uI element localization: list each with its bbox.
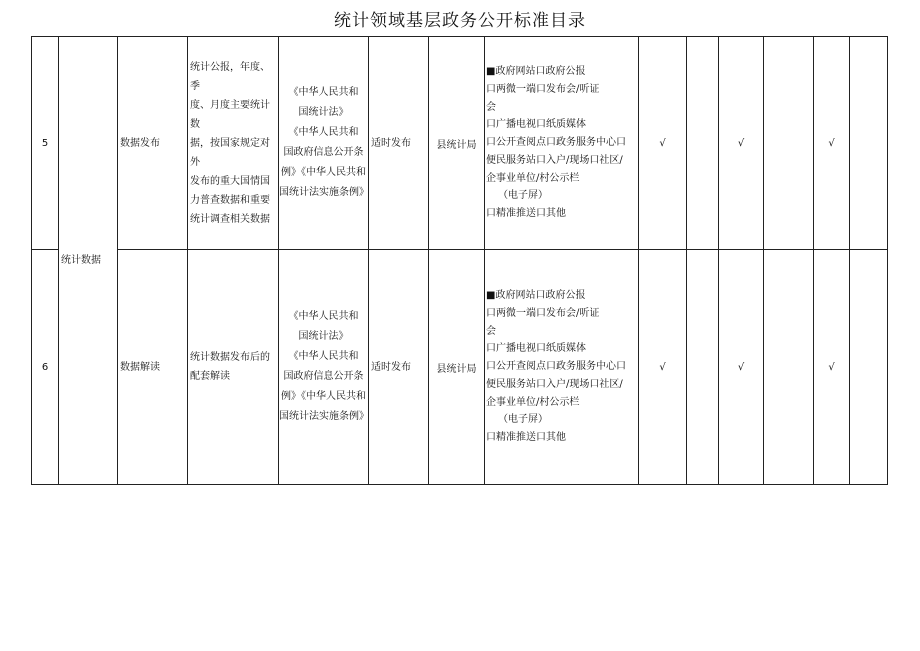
check-mark: √ (719, 250, 764, 485)
basis-cell: 《中华人民共和 国统计法》 《中华人民共和 国政府信息公开条 例》《中华人民共和 国统计法实施条例》 (279, 37, 369, 250)
empty-cell (687, 37, 719, 250)
time-cell: 适时发布 (369, 250, 429, 485)
table-row (32, 250, 888, 485)
table-row (32, 37, 888, 250)
item-cell: 数据解读 (118, 250, 188, 485)
time-cell: 适时发布 (369, 37, 429, 250)
check-mark: √ (639, 37, 687, 250)
check-mark: √ (719, 37, 764, 250)
page-title: 统计领域基层政务公开标准目录 (334, 11, 586, 31)
check-mark: √ (639, 250, 687, 485)
subject-cell: 县统计局 (429, 37, 485, 250)
row-number: 6 (32, 250, 59, 485)
content-cell: 统计公报，年度、季 度、月度主要统计数 据，按国家规定对外 发布的重大国情国 力普查数据和重要 统计调查相关数据 (188, 37, 279, 250)
empty-cell (850, 37, 888, 250)
item-cell: 数据发布 (118, 37, 188, 250)
basis-cell: 《中华人民共和 国统计法》 《中华人民共和 国政府信息公开条 例》《中华人民共和 国统计法实施条例》 (279, 250, 369, 485)
empty-cell (764, 37, 814, 250)
subject-cell: 县统计局 (429, 250, 485, 485)
category-cell: 统计数据 (59, 37, 118, 485)
empty-cell (764, 250, 814, 485)
empty-cell (850, 250, 888, 485)
empty-cell (687, 250, 719, 485)
channels-cell: ■政府网站口政府公报 口两微一端口发布会/听证 会 口广播电视口纸质媒体 口公开查阅点口政务服务中心口 便民服务站口入户/现场口社区/ 企事业单位/村公示栏 （电子屏） 口精准推送口其他 (485, 250, 639, 485)
catalog-table (31, 36, 888, 485)
check-mark: √ (814, 37, 850, 250)
channels-cell: ■政府网站口政府公报 口两微一端口发布会/听证 会 口广播电视口纸质媒体 口公开查阅点口政务服务中心口 便民服务站口入户/现场口社区/ 企事业单位/村公示栏 （电子屏） 口精准推送口其他 (485, 37, 639, 250)
content-cell: 统计数据发布后的 配套解读 (188, 250, 279, 485)
check-mark: √ (814, 250, 850, 485)
row-number: 5 (32, 37, 59, 250)
